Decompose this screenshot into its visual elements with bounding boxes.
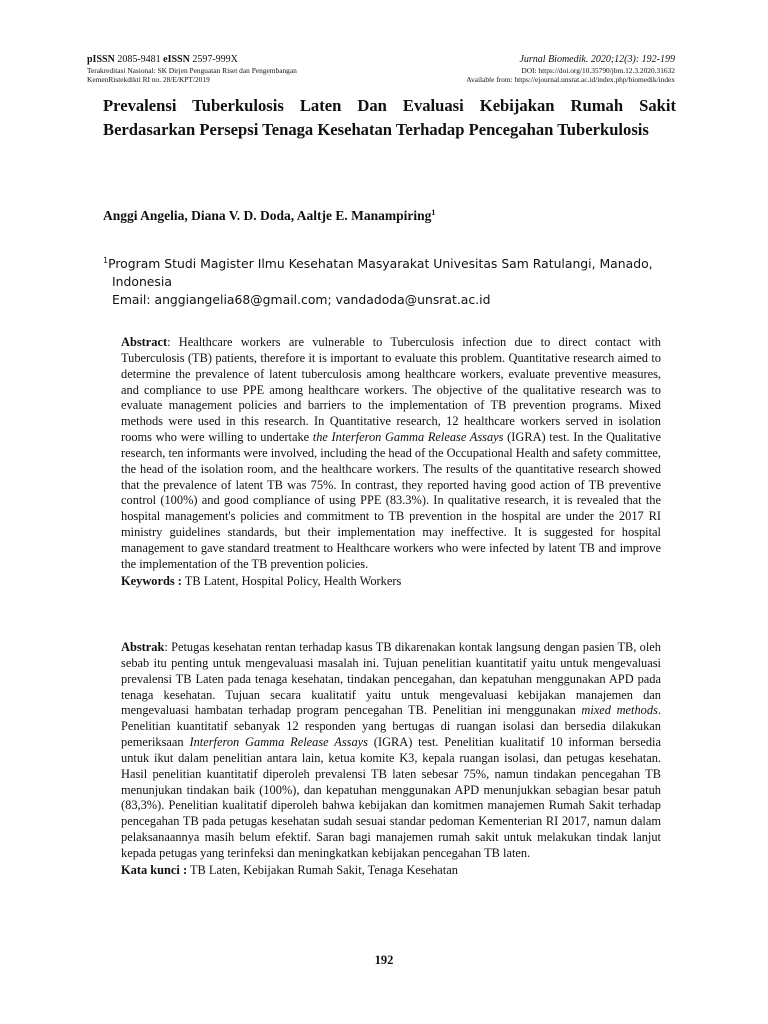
kata-kunci-values: TB Laten, Kebijakan Rumah Sakit, Tenaga Kesehatan: [187, 862, 458, 877]
journal-header-right: [345, 54, 675, 84]
article-title: Prevalensi Tuberkulosis Laten Dan Evaluasi Kebijakan Rumah Sakit Berdasarkan Persepsi Tenaga Kesehatan Terhadap Pencegahan Tuberkulosis: [103, 96, 676, 139]
affiliation-email: Email: anggiangelia68@gmail.com; vandadoda@unsrat.ac.id: [112, 292, 491, 307]
abstrak-italic-1: mixed methods: [581, 703, 658, 718]
affiliation-institution: Program Studi Magister Ilmu Kesehatan Masyarakat Univesitas Sam Ratulangi, Manado,: [108, 256, 653, 271]
author-names: Anggi Angelia, Diana V. D. Doda, Aaltje E. Manampiring: [103, 208, 432, 223]
keywords-line: [121, 573, 661, 589]
available-from-line: Available from: https://ejournal.unsrat.ac.id/index.php/biomedik/index: [466, 75, 675, 84]
pissn-value: 2085-9481: [117, 54, 161, 65]
kata-kunci-label: Kata kunci :: [121, 862, 188, 877]
abstract-text-1: : Healthcare workers are vulnerable to Tuberculosis infection due to direct contact with Tuberculosis (TB) patients, therefore it is important to evaluate this problem. Quantitative research aimed to determine the prevalence of latent tuberculosis among healthcare workers, evaluate preventive measures, and compliance to use PPE among healthcare workers. The objective of the qualitative research was to evaluate management policies and barriers to the implementation of TB prevention programs. Mixed methods were used in this research. In Quantitative research, 12 healthcare workers served in isolation rooms who were willing to undertake: [121, 335, 661, 445]
affiliation-mark: 1: [103, 256, 109, 265]
abstrak-body: [121, 640, 661, 862]
abstract-text-2: (IGRA) test. In the Qualitative research, ten informants were involved, including the head of the Occupational Health and safety committee, the head of the isolation room, and the healthcare workers. The results of the quantitative research showed that the prevalence of latent TB was 75%. In contrast, they reported having good action of TB preventive control (100%) and good compliance of using PPE (83.3%). In qualitative research, it is revealed that the hospital management's policies and commitment to TB prevention in the hospital are under the 2017 RI ministry guidelines standards, but their implementation may ineffective. It is suggested for hospital management to gave standard treatment to Healthcare workers who were infected by latent TB and improve the implementation of the TB prevention policies.: [121, 430, 662, 571]
journal-citation: Jurnal Biomedik. 2020;12(3): 192-199: [519, 54, 675, 65]
author-affiliation-mark: 1: [431, 208, 436, 217]
abstract-label: Abstract: [121, 335, 168, 349]
abstrak-label: Abstrak: [121, 640, 165, 654]
accreditation-line-1: Terakreditasi Nasional: SK Dirjen Penguatan Riset dan Pengembangan: [87, 66, 297, 75]
keywords-label: Keywords :: [121, 573, 182, 588]
keywords-values: TB Latent, Hospital Policy, Health Workers: [181, 573, 402, 588]
abstrak-italic-2: Interferon Gamma Release Assays: [189, 735, 368, 750]
abstrak-text-2: . Penelitian kuantitatif sebanyak 12 responden yang bertugas di ruangan isolasi dan bersedia dilakukan pemeriksaan: [121, 703, 661, 750]
accreditation-line-2: KemenRistekdikti RI no. 28/E/KPT/2019: [87, 75, 210, 84]
page-number: 192: [374, 953, 394, 967]
abstrak-text-1: : Petugas kesehatan rentan terhadap kasus TB dikarenakan kontak langsung dengan pasien TB, oleh sebab itu penting untuk mengevaluasi masalah ini. Tujuan penelitian kuantitatif yaitu untuk mengevaluasi prevalensi TB Laten pada tenaga kesehatan, tindakan pencegahan, dan kepatuhan menggunakan APD pada tenaga kesehatan. Tujuan secara kualitatif yaitu untuk mengevaluasi kebijakan manajemen dan mengevaluasi hambatan terhadap program pencegahan TB. Penelitian ini menggunakan: [121, 640, 661, 718]
journal-header-left: [87, 54, 387, 84]
pissn-label: pISSN: [87, 54, 115, 65]
eissn-label: eISSN: [163, 54, 190, 65]
abstract-english-body: [121, 335, 661, 573]
author-list: [103, 204, 663, 225]
affiliation-block: [103, 252, 673, 309]
doi-line: DOI: https://doi.org/10.35790/jbm.12.3.2020.31632: [521, 66, 675, 75]
abstract-italic-1: the Interferon Gamma Release Assays: [312, 430, 504, 445]
eissn-value: 2597-999X: [192, 54, 238, 65]
affiliation-line-2: Indonesia: [112, 274, 172, 289]
affiliation-line-1: [103, 252, 673, 273]
issn-line: [87, 54, 387, 66]
abstrak-text-3: (IGRA) test. Penelitian kualitatif 10 informan bersedia untuk ikut dalam penelitian antara lain, ketua komite K3, kepala ruangan isolasi, dan petugas kesehatan. Hasil penelitian kuantitatif diperoleh prevalensi TB laten sebesar 75%, namun tindakan pencegahan TB menunjukan tindakan baik (100%), dan kepatuhan menggunakan APD menunjukkan sebagian besar patuh (83,3%). Penelitian kualitatif diperoleh bahwa kebijakan dan komitmen manajemen Rumah Sakit terhadap pencegahan TB pada petugas kesehatan sudah sesuai standar pedoman Kementerian RI 2017, namun dalam pelaksanaannya masih belum efektif. Saran bagi manajemen rumah sakit untuk melakukan tindak lanjut kepada petugas yang terinfeksi dan meningkatkan kebijakan pencegahan TB laten.: [121, 735, 661, 860]
abstract-english: [121, 335, 661, 589]
kata-kunci-line: [121, 862, 661, 878]
abstract-indonesian: [121, 640, 661, 878]
